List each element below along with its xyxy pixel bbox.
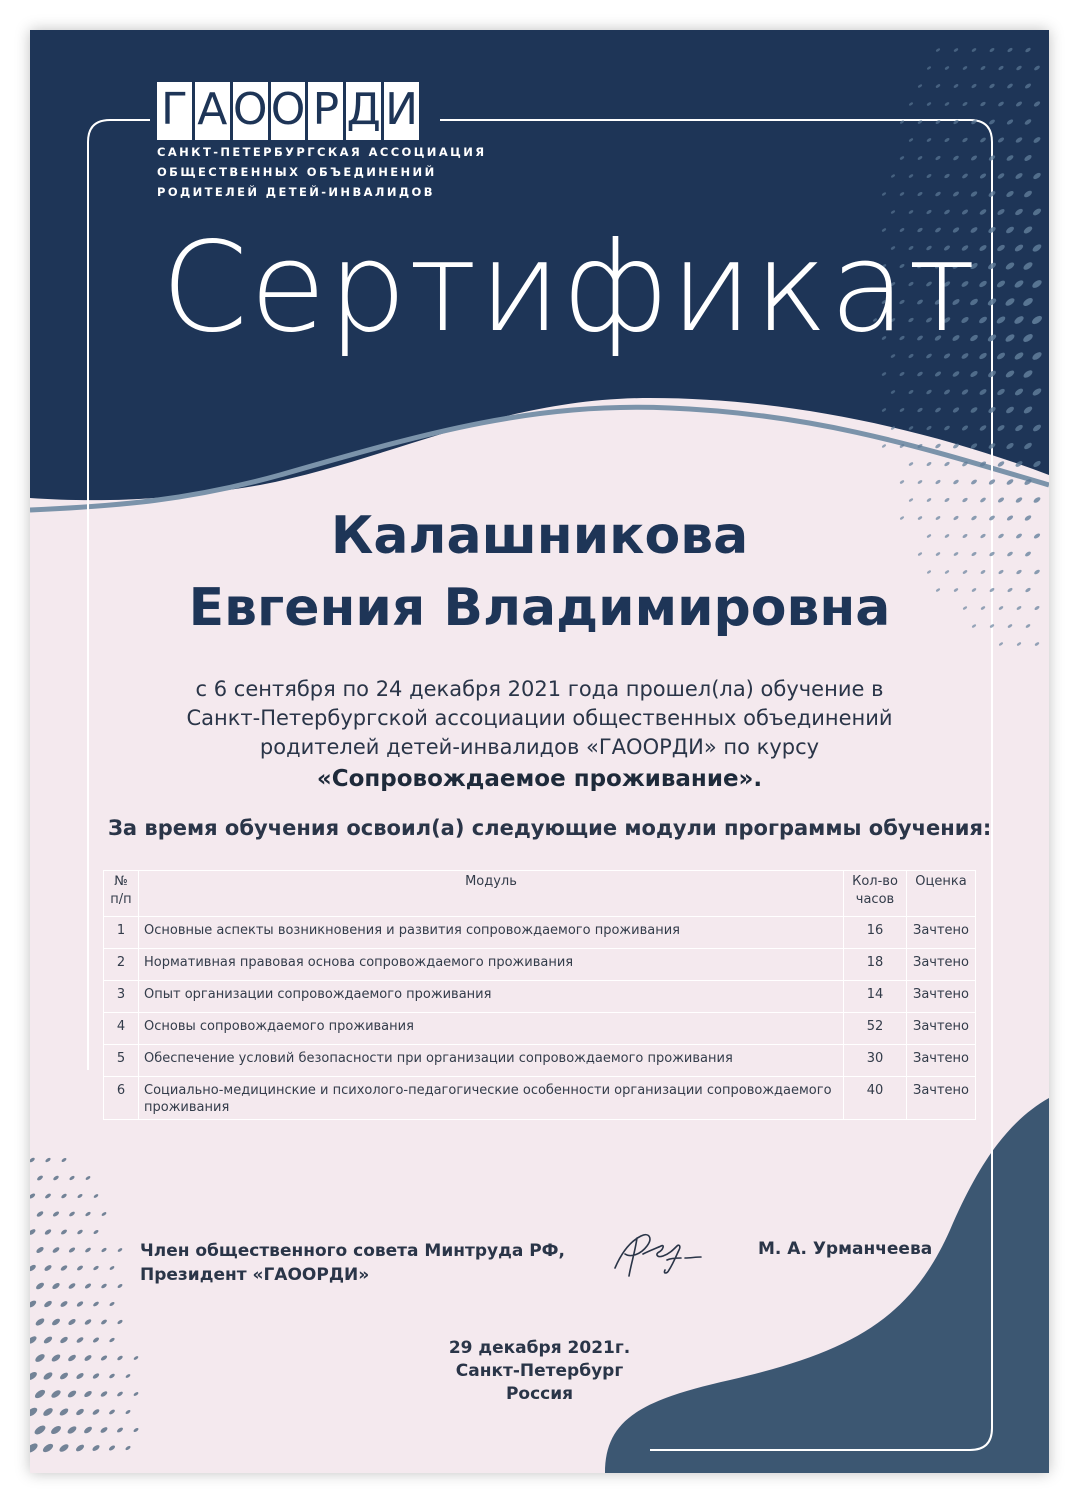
dot — [926, 461, 932, 467]
row-num: 1 — [104, 917, 139, 949]
dot — [101, 1247, 108, 1253]
dot — [33, 1424, 47, 1436]
row-grade: Зачтено — [907, 1013, 976, 1045]
dot — [952, 479, 959, 485]
logo-letter: И — [384, 82, 419, 140]
dot — [93, 1265, 100, 1271]
row-module: Социально-медицинские и психолого-педагогические особенности организации сопровождаемого проживания — [139, 1077, 844, 1120]
dot — [76, 1265, 84, 1272]
dot — [35, 1246, 44, 1254]
issue-info — [30, 1337, 1049, 1406]
dot — [45, 1157, 52, 1163]
modules-table — [103, 870, 976, 1120]
dot — [1006, 478, 1015, 486]
row-grade: Зачтено — [907, 949, 976, 981]
row-module: Опыт организации сопровождаемого проживания — [139, 981, 844, 1013]
dot — [44, 1193, 51, 1200]
dot — [60, 1264, 68, 1271]
recipient-surname: Калашникова — [330, 506, 749, 566]
statement — [30, 675, 1049, 796]
row-num: 5 — [104, 1045, 139, 1077]
dot — [77, 1193, 83, 1199]
dot — [108, 1445, 116, 1452]
dot — [899, 480, 904, 485]
table-row — [104, 981, 976, 1013]
statement-line-1: с 6 сентября по 24 декабря 2021 года прошел(ла) обучение в — [195, 677, 884, 701]
dot — [44, 1228, 52, 1235]
dot — [908, 461, 914, 466]
dot — [93, 1229, 99, 1235]
dot — [92, 1408, 101, 1416]
dot — [43, 1264, 52, 1272]
gaoordi-logo — [157, 82, 487, 200]
issue-city: Санкт-Петербург — [455, 1361, 624, 1381]
dot — [35, 1281, 45, 1290]
dot — [52, 1175, 59, 1181]
dot — [36, 1175, 43, 1182]
issue-date: 29 декабря 2021г. — [448, 1338, 631, 1358]
table-row — [104, 1077, 976, 1120]
header-num: № п/п — [104, 871, 139, 917]
logo-letter: О — [233, 82, 268, 140]
dot — [60, 1300, 69, 1308]
dot — [117, 1283, 123, 1289]
dot — [52, 1210, 60, 1217]
dot — [935, 479, 942, 485]
dot — [69, 1175, 76, 1181]
logo-mark — [157, 82, 419, 140]
modules-heading: За время обучения освоил(а) следующие модули программы обучения: — [108, 816, 992, 840]
dot-pattern-bottom-left — [30, 1157, 139, 1455]
dot — [66, 1425, 77, 1435]
dot — [30, 1299, 37, 1309]
dot — [935, 443, 942, 449]
dot — [67, 1318, 76, 1326]
dot — [133, 1427, 139, 1433]
row-num: 3 — [104, 981, 139, 1013]
header-grade: Оценка — [907, 871, 976, 917]
dot — [116, 1427, 124, 1434]
dot — [60, 1229, 68, 1236]
recipient-name — [30, 500, 1049, 644]
header-hours: Кол-во часов — [844, 871, 907, 917]
statement-line-3: родителей детей-инвалидов «ГАООРДИ» по курсу — [259, 735, 820, 759]
row-grade: Зачтено — [907, 1045, 976, 1077]
dot — [36, 1210, 44, 1218]
signer-position-line-2: Президент «ГАООРДИ» — [140, 1265, 370, 1285]
dot — [85, 1175, 91, 1180]
row-num: 2 — [104, 949, 139, 981]
row-grade: Зачтено — [907, 917, 976, 949]
dot — [125, 1409, 131, 1415]
signer-name: М. А. Урманчеева — [758, 1239, 933, 1259]
certificate-title: Сертификат — [161, 216, 978, 360]
dot — [84, 1318, 92, 1326]
dot — [76, 1300, 84, 1307]
signer-position-line-1: Член общественного совета Минтруда РФ, — [140, 1241, 565, 1261]
dot — [109, 1301, 115, 1307]
logo-letter: О — [271, 82, 306, 140]
statement-line-2: Санкт-Петербургской ассоциации общественных объединений — [186, 706, 893, 730]
dot — [100, 1283, 107, 1289]
dot — [881, 444, 886, 449]
dot — [30, 1228, 36, 1236]
row-grade: Зачтено — [907, 981, 976, 1013]
logo-subtitle-line-2: ОБЩЕСТВЕННЫХ ОБЪЕДИНЕНИЙ — [157, 165, 437, 179]
dot — [30, 1192, 36, 1199]
bottom-right-shape — [605, 1098, 1049, 1473]
dot — [117, 1247, 123, 1252]
dot — [93, 1193, 99, 1198]
row-hours: 52 — [844, 1013, 907, 1045]
table-row — [104, 917, 976, 949]
table-row — [104, 1013, 976, 1045]
row-hours: 16 — [844, 917, 907, 949]
dot — [970, 479, 978, 486]
logo-letter: А — [195, 82, 230, 140]
dot — [58, 1407, 69, 1417]
row-hours: 18 — [844, 949, 907, 981]
dot — [77, 1229, 84, 1235]
issue-country: Россия — [505, 1384, 574, 1404]
dot — [30, 1157, 36, 1163]
row-num: 6 — [104, 1077, 139, 1120]
logo-letter: Р — [308, 82, 343, 140]
dot — [83, 1425, 93, 1434]
dot — [85, 1211, 92, 1217]
dot — [52, 1246, 61, 1254]
dot — [944, 461, 951, 467]
row-hours: 30 — [844, 1045, 907, 1077]
dot — [92, 1301, 99, 1308]
dot — [75, 1408, 85, 1417]
row-module: Основные аспекты возникновения и развития сопровождаемого проживания — [139, 917, 844, 949]
certificate-sheet — [30, 30, 1049, 1473]
table-header-row — [104, 871, 976, 917]
dot — [30, 1264, 37, 1273]
row-num: 4 — [104, 1013, 139, 1045]
dot — [68, 1246, 76, 1253]
dot — [58, 1443, 70, 1454]
row-hours: 40 — [844, 1077, 907, 1120]
table-row — [104, 949, 976, 981]
dot — [61, 1193, 68, 1199]
dot — [117, 1319, 124, 1325]
signature-image — [607, 1224, 707, 1284]
recipient-given-names: Евгения Владимировна — [188, 578, 891, 638]
logo-letter: Г — [157, 82, 192, 140]
dot — [125, 1445, 131, 1451]
dot — [43, 1300, 53, 1309]
dot — [30, 1406, 39, 1418]
header-module: Модуль — [139, 871, 844, 917]
dot — [84, 1247, 91, 1254]
dot — [997, 460, 1005, 468]
dot — [51, 1282, 60, 1290]
row-hours: 14 — [844, 981, 907, 1013]
dot — [101, 1211, 107, 1216]
logo-subtitle-line-1: САНКТ-ПЕТЕРБУРГСКАЯ АССОЦИАЦИЯ — [157, 145, 487, 159]
dot — [108, 1409, 115, 1416]
dot — [50, 1424, 63, 1435]
dot — [68, 1211, 75, 1218]
dot — [75, 1443, 85, 1452]
course-name: «Сопровождаемое проживание». — [316, 766, 763, 792]
dot — [51, 1317, 61, 1326]
table-row — [104, 1045, 976, 1077]
row-module: Нормативная правовая основа сопровождаемого проживания — [139, 949, 844, 981]
dot — [917, 479, 923, 484]
dot — [41, 1442, 54, 1454]
dot — [42, 1407, 54, 1418]
logo-subtitle-line-3: РОДИТЕЛЕЙ ДЕТЕЙ-ИНВАЛИДОВ — [157, 185, 435, 199]
dot — [68, 1282, 77, 1290]
signer-position — [140, 1239, 565, 1287]
logo-letter: Д — [346, 82, 381, 140]
dot — [34, 1317, 45, 1327]
dot — [84, 1282, 92, 1289]
dot — [91, 1444, 100, 1452]
dot — [109, 1265, 115, 1270]
dot — [30, 1442, 39, 1455]
dot — [61, 1157, 67, 1163]
row-grade: Зачтено — [907, 1077, 976, 1120]
row-module: Основы сопровождаемого проживания — [139, 1013, 844, 1045]
dot — [100, 1319, 107, 1326]
row-module: Обеспечение условий безопасности при организации сопровождаемого проживания — [139, 1045, 844, 1077]
dot — [100, 1426, 109, 1434]
